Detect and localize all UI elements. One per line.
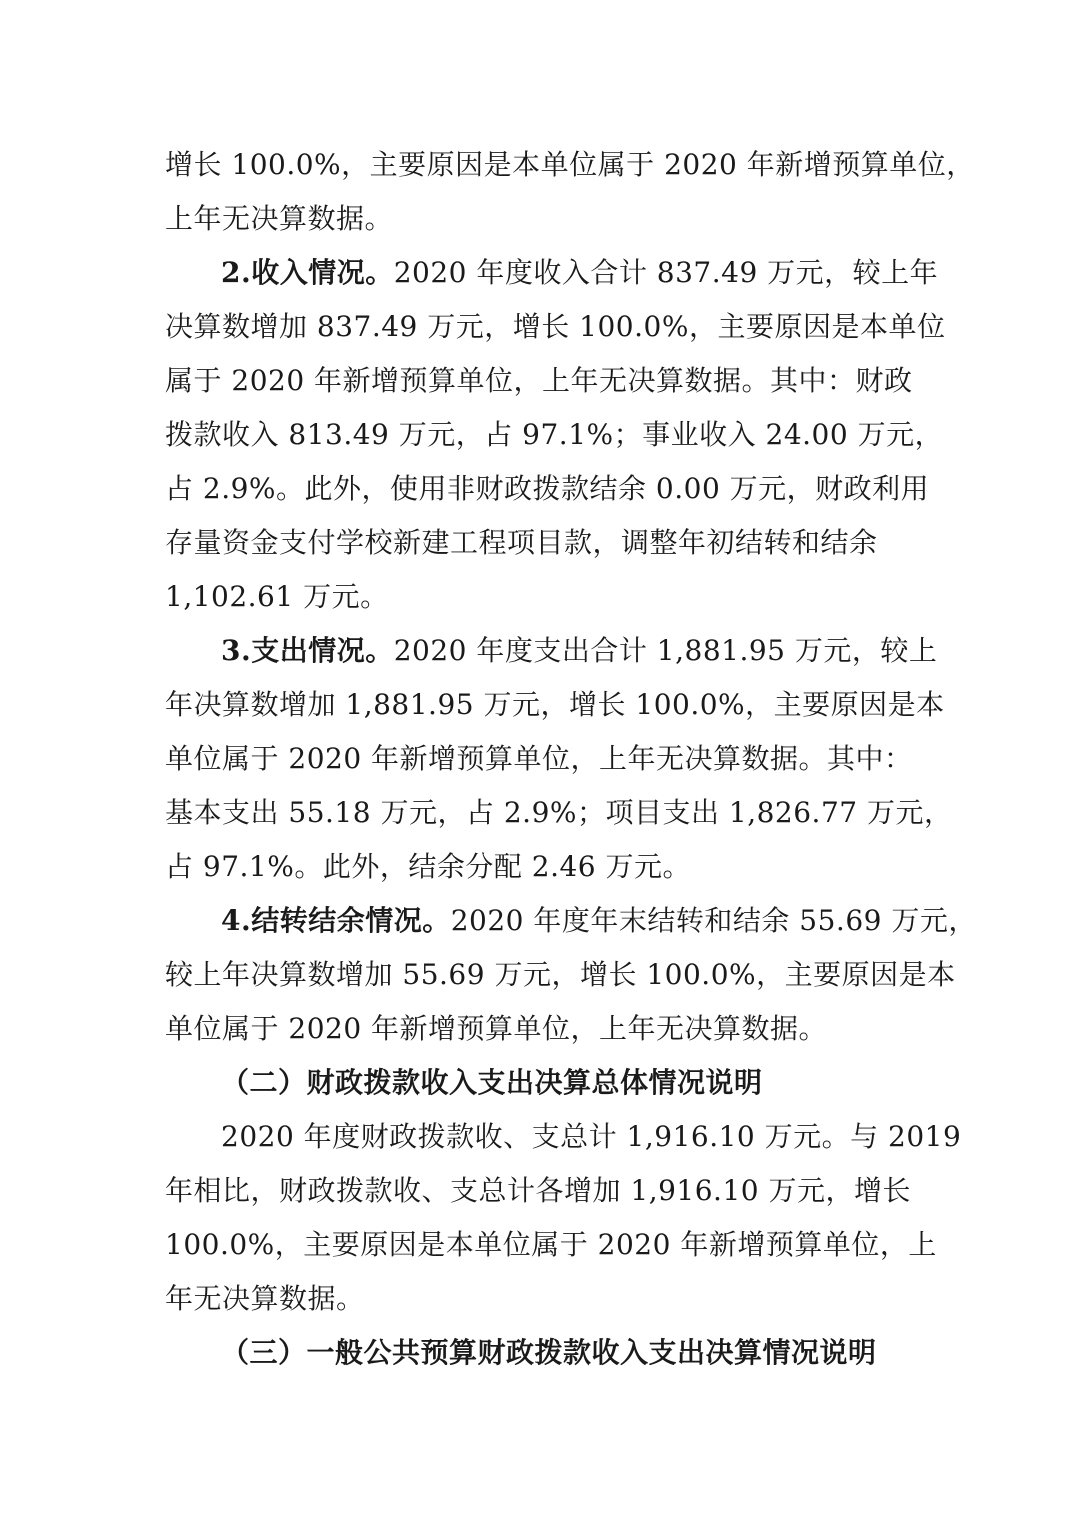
paragraph-line: 100.0%，主要原因是本单位属于 2020 年新增预算单位，上 [165,1228,937,1261]
paragraph-line: 较上年决算数增加 55.69 万元，增长 100.0%，主要原因是本 [165,958,956,991]
document-page [165,138,977,1380]
paragraph-line: 占 2.9%。此外，使用非财政拨款结余 0.00 万元，财政利用 [165,472,930,505]
paragraph-line: 拨款收入 813.49 万元，占 97.1%；事业收入 24.00 万元， [165,418,944,451]
paragraph-line: 1,102.61 万元。 [165,580,389,613]
balance-paragraph-first-line [165,894,977,948]
paragraph-line: 单位属于 2020 年新增预算单位，上年无决算数据。其中： [165,742,913,775]
paragraph-line: 决算数增加 837.49 万元，增长 100.0%，主要原因是本单位 [165,310,946,343]
expense-heading: 3.支出情况。 [221,634,394,667]
expense-paragraph-first-line [165,624,938,678]
balance-heading: 4.结转结余情况。 [221,904,451,937]
paragraph-line: 存量资金支付学校新建工程项目款，调整年初结转和结余 [165,526,878,559]
paragraph-line: 上年无决算数据。 [165,202,394,235]
section-three-title: （三）一般公共预算财政拨款收入支出决算情况说明 [221,1336,877,1369]
paragraph-text: 2020 年度收入合计 837.49 万元，较上年 [393,256,939,289]
paragraph-line: 基本支出 55.18 万元，占 2.9%；项目支出 1,826.77 万元， [165,796,953,829]
paragraph-line: 单位属于 2020 年新增预算单位，上年无决算数据。 [165,1012,828,1045]
paragraph-text: 2020 年度支出合计 1,881.95 万元，较上 [393,634,938,667]
paragraph-line: 属于 2020 年新增预算单位，上年无决算数据。其中：财政 [165,364,913,397]
income-heading: 2.收入情况。 [221,256,394,289]
paragraph-text: 2020 年度年末结转和结余 55.69 万元， [450,904,977,937]
section-two-title: （二）财政拨款收入支出决算总体情况说明 [221,1066,763,1099]
paragraph-line: 年无决算数据。 [165,1282,365,1315]
paragraph-line: 增长 100.0%，主要原因是本单位属于 2020 年新增预算单位， [165,148,975,181]
income-paragraph-first-line [165,246,939,300]
paragraph-line: 2020 年度财政拨款收、支总计 1,916.10 万元。与 2019 [221,1120,962,1153]
paragraph-line: 占 97.1%。此外，结余分配 2.46 万元。 [165,850,691,883]
paragraph-line: 年决算数增加 1,881.95 万元，增长 100.0%，主要原因是本 [165,688,945,721]
paragraph-line: 年相比，财政拨款收、支总计各增加 1,916.10 万元，增长 [165,1174,911,1207]
